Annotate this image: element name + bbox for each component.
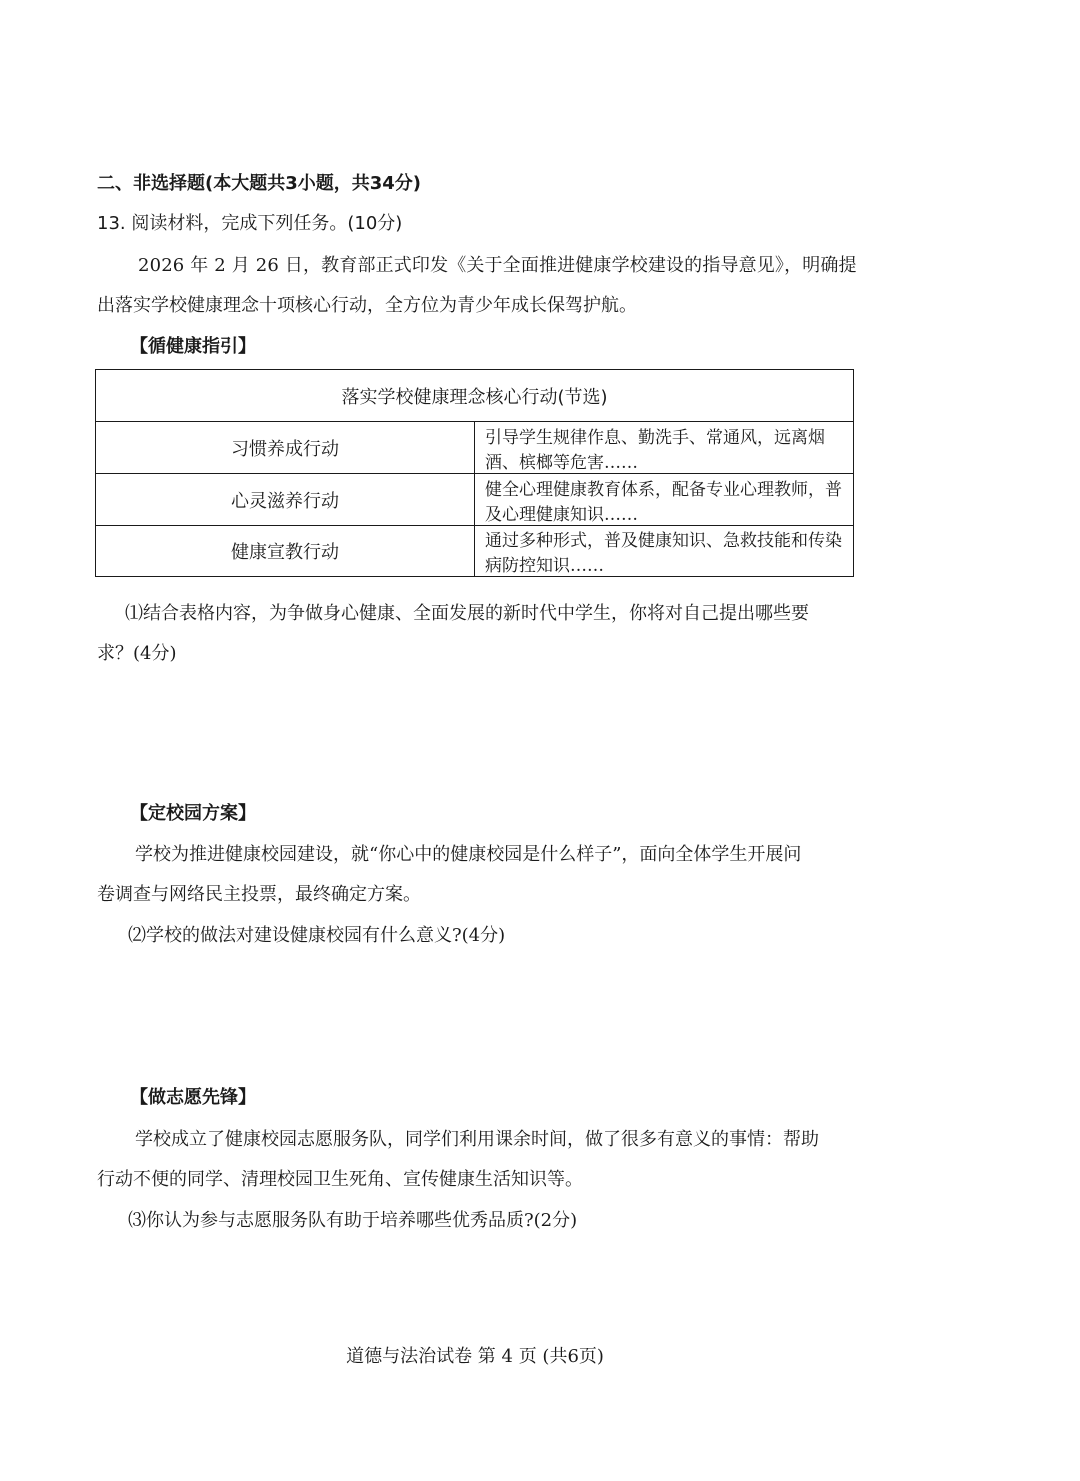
part2-question: ⑵学校的做法对建设健康校园有什么意义?(4分) <box>128 925 506 946</box>
table-row <box>96 526 854 577</box>
part1-question-line-2: 求？(4分) <box>97 643 177 664</box>
part3-question: ⑶你认为参与志愿服务队有助于培养哪些优秀品质?(2分) <box>128 1210 578 1231</box>
row-content: 通过多种形式，普及健康知识、急救技能和传染病防控知识…… <box>475 526 854 577</box>
part3-heading: 【做志愿先锋】 <box>130 1087 256 1108</box>
part3-text-line-1: 学校成立了健康校园志愿服务队，同学们利用课余时间，做了很多有意义的事情：帮助 <box>135 1129 819 1150</box>
part1-question-line-1: ⑴结合表格内容，为争做身心健康、全面发展的新时代中学生，你将对自己提出哪些要 <box>125 603 809 624</box>
table-row <box>96 474 854 526</box>
row-content: 引导学生规律作息、勤洗手、常通风，远离烟酒、槟榔等危害…… <box>475 422 854 474</box>
part2-text-line-2: 卷调查与网络民主投票，最终确定方案。 <box>97 884 421 905</box>
row-name: 习惯养成行动 <box>96 422 475 474</box>
row-name: 心灵滋养行动 <box>96 474 475 526</box>
row-name: 健康宣教行动 <box>96 526 475 577</box>
intro-line-1: 2026 年 2 月 26 日，教育部正式印发《关于全面推进健康学校建设的指导意见》，明确提 <box>138 255 857 276</box>
part3-text-line-2: 行动不便的同学、清理校园卫生死角、宣传健康生活知识等。 <box>97 1169 583 1190</box>
question-title: 13. 阅读材料，完成下列任务。(10分) <box>97 213 403 234</box>
part2-text-line-1: 学校为推进健康校园建设，就“你心中的健康校园是什么样子”，面向全体学生开展问 <box>135 844 802 865</box>
row-content: 健全心理健康教育体系，配备专业心理教师，普及心理健康知识…… <box>475 474 854 526</box>
part1-heading: 【循健康指引】 <box>130 336 256 357</box>
part2-heading: 【定校园方案】 <box>130 803 256 824</box>
table-title: 落实学校健康理念核心行动(节选) <box>96 370 854 422</box>
section-title: 二、非选择题(本大题共3小题，共34分) <box>97 173 422 194</box>
guide-table <box>95 369 854 577</box>
intro-line-2: 出落实学校健康理念十项核心行动，全方位为青少年成长保驾护航。 <box>97 295 637 316</box>
page-footer: 道德与法治试卷 第 4 页 (共6页) <box>346 1346 604 1367</box>
table-row <box>96 422 854 474</box>
